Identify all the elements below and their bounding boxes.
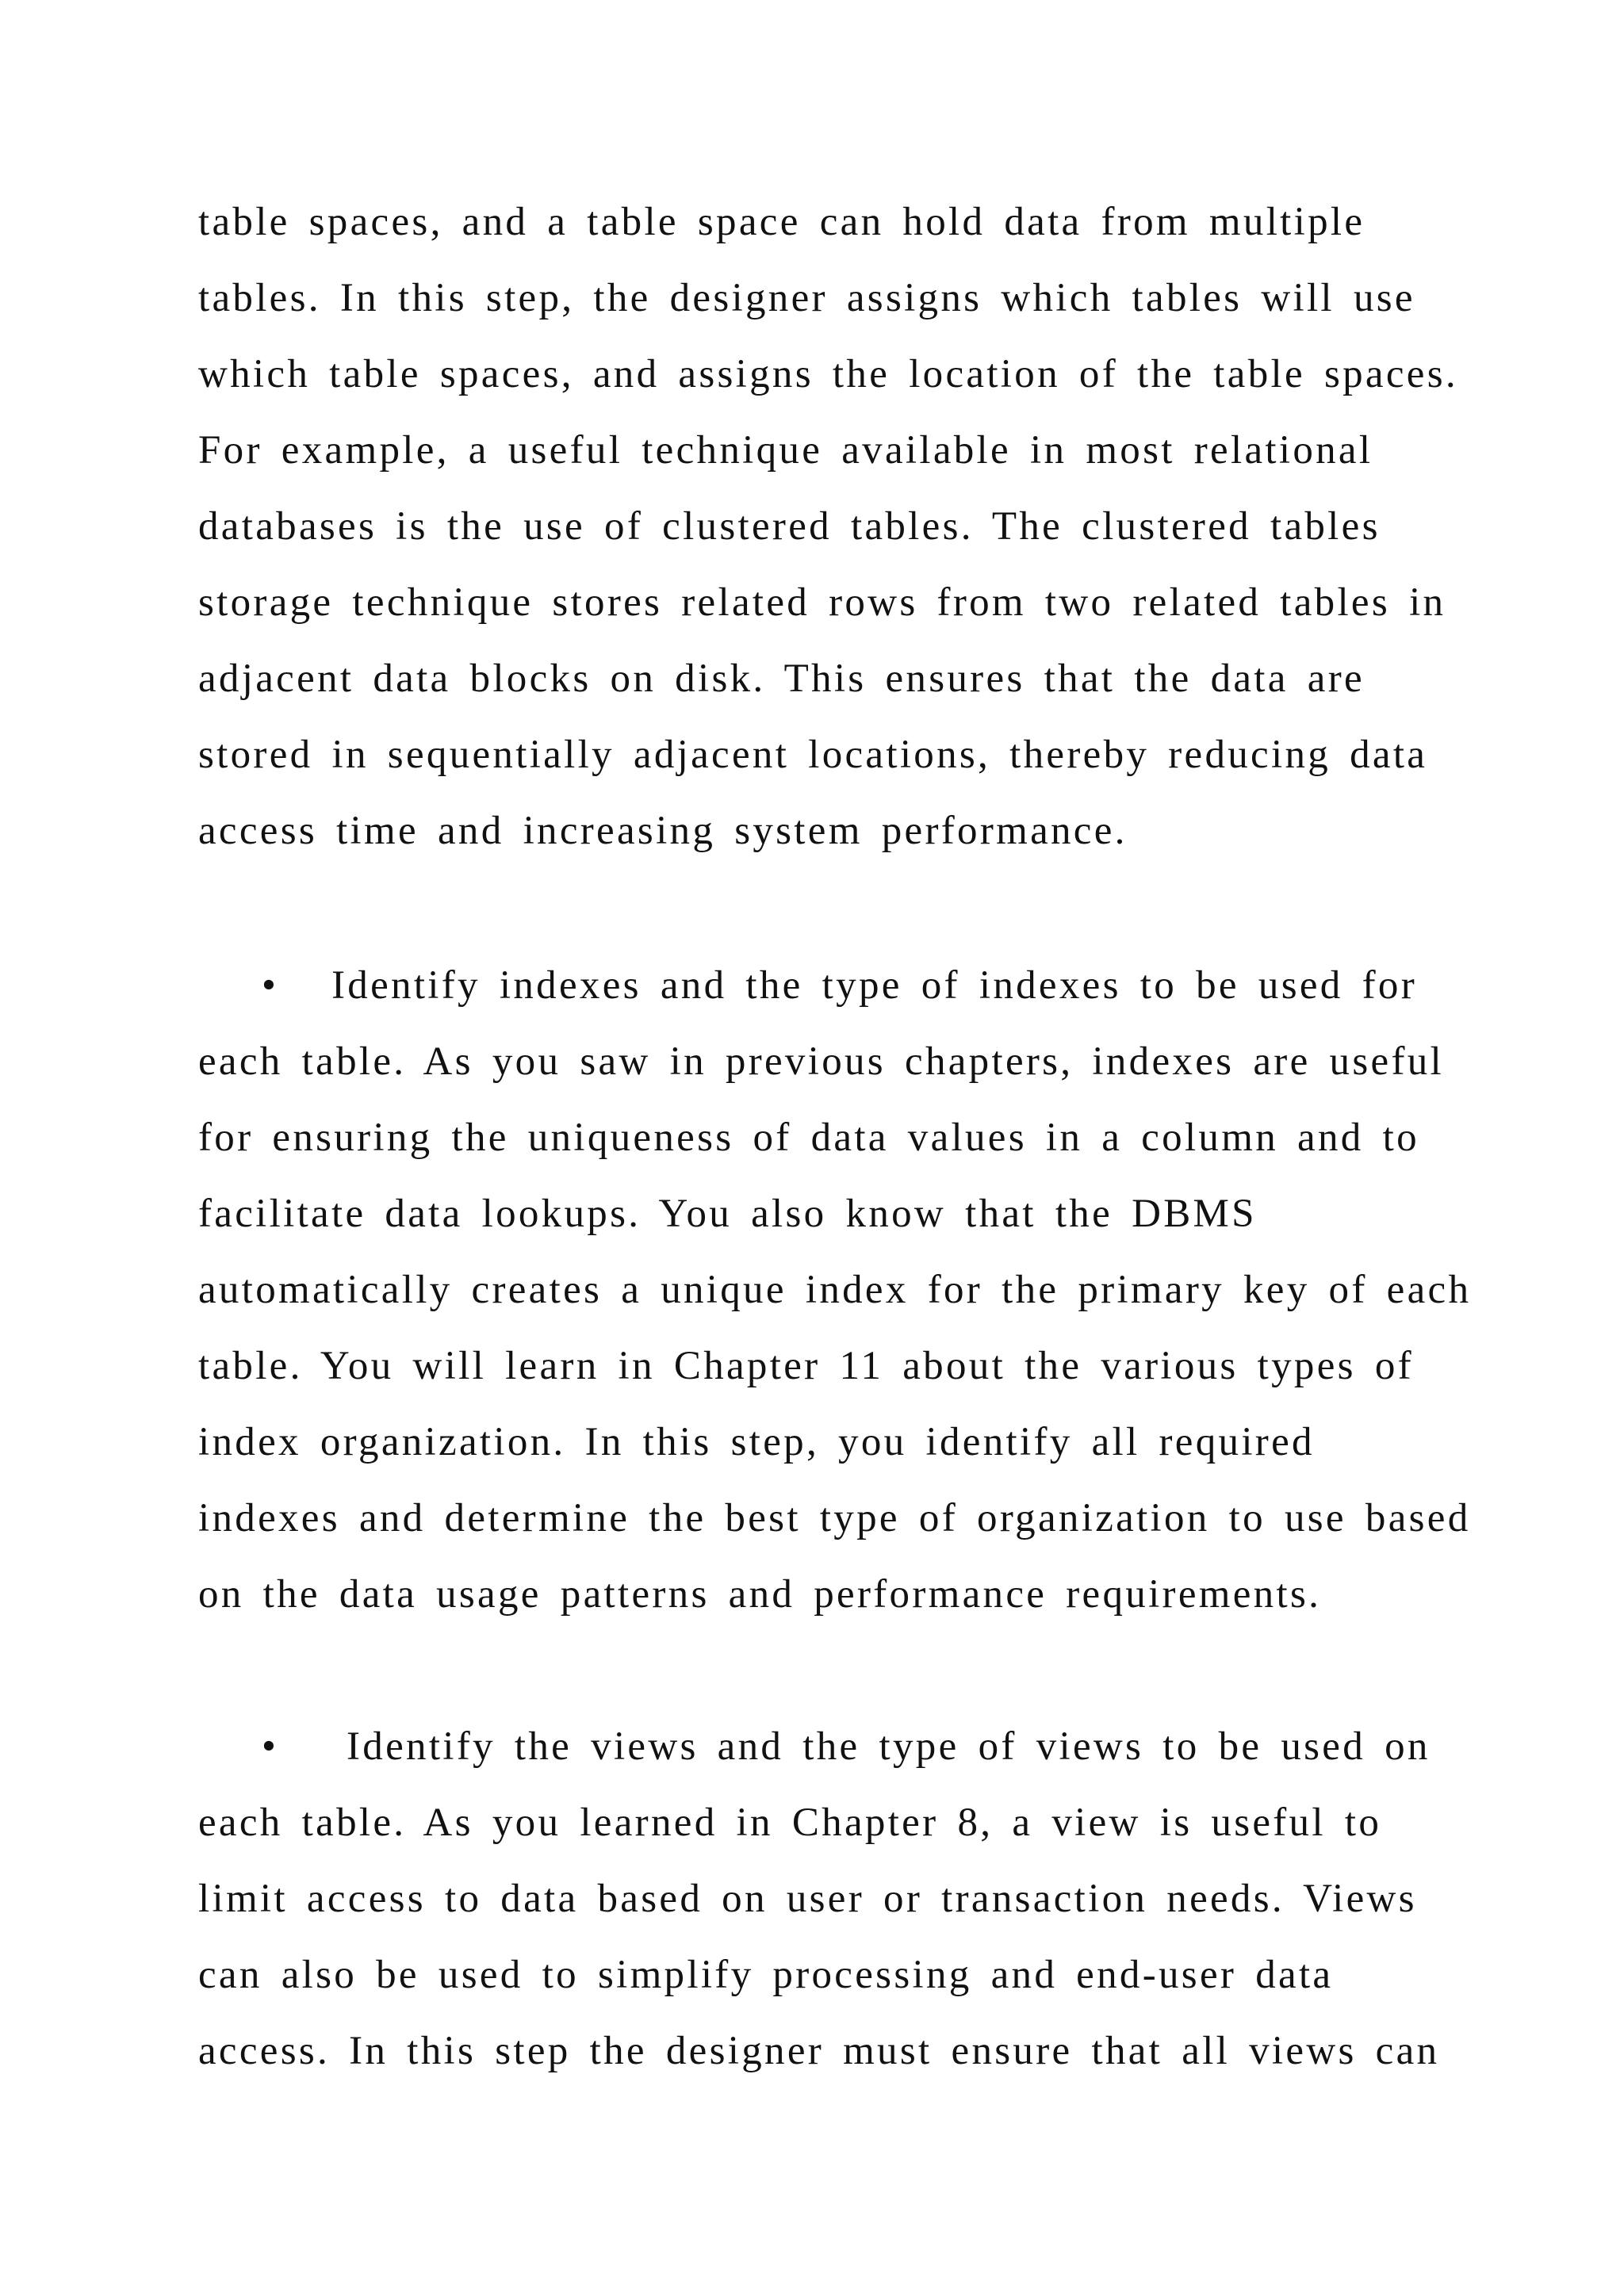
text-line: Identify indexes and the type of indexes to be used for bbox=[331, 963, 1418, 1008]
text-line: on the data usage patterns and performance requirements. bbox=[198, 1572, 1322, 1617]
text-line: For example, a useful technique available in most relational bbox=[198, 428, 1373, 473]
text-line: facilitate data lookups. You also know that the DBMS bbox=[198, 1192, 1257, 1236]
text-line: table. You will learn in Chapter 11 about the various types of bbox=[198, 1344, 1414, 1388]
text-line: index organization. In this step, you identify all required bbox=[198, 1420, 1315, 1464]
bullet-marker: • bbox=[262, 963, 276, 1008]
text-line: automatically creates a unique index for the primary key of each bbox=[198, 1268, 1472, 1312]
text-line: adjacent data blocks on disk. This ensures that the data are bbox=[198, 656, 1365, 701]
text-line: limit access to data based on user or transaction needs. Views bbox=[198, 1877, 1417, 1921]
text-line: each table. As you learned in Chapter 8, a view is useful to bbox=[198, 1800, 1382, 1845]
text-line: stored in sequentially adjacent locations, thereby reducing data bbox=[198, 733, 1428, 777]
text-line: access time and increasing system performance. bbox=[198, 809, 1128, 853]
text-line: table spaces, and a table space can hold data from multiple bbox=[198, 200, 1365, 244]
text-line: tables. In this step, the designer assigns which tables will use bbox=[198, 276, 1415, 320]
text-line: databases is the use of clustered tables. The clustered tables bbox=[198, 504, 1381, 549]
text-line: which table spaces, and assigns the location of the table spaces. bbox=[198, 352, 1458, 396]
text-line: can also be used to simplify processing and end-user data bbox=[198, 1953, 1334, 1997]
text-line: each table. As you saw in previous chapters, indexes are useful bbox=[198, 1039, 1444, 1084]
bullet-marker: • bbox=[262, 1724, 276, 1769]
text-line: Identify the views and the type of views to be used on bbox=[347, 1724, 1431, 1769]
text-line: access. In this step the designer must ensure that all views can bbox=[198, 2029, 1440, 2073]
text-line: indexes and determine the best type of organization to use based bbox=[198, 1496, 1471, 1540]
text-line: storage technique stores related rows from two related tables in bbox=[198, 580, 1446, 625]
text-line: for ensuring the uniqueness of data values in a column and to bbox=[198, 1115, 1419, 1160]
